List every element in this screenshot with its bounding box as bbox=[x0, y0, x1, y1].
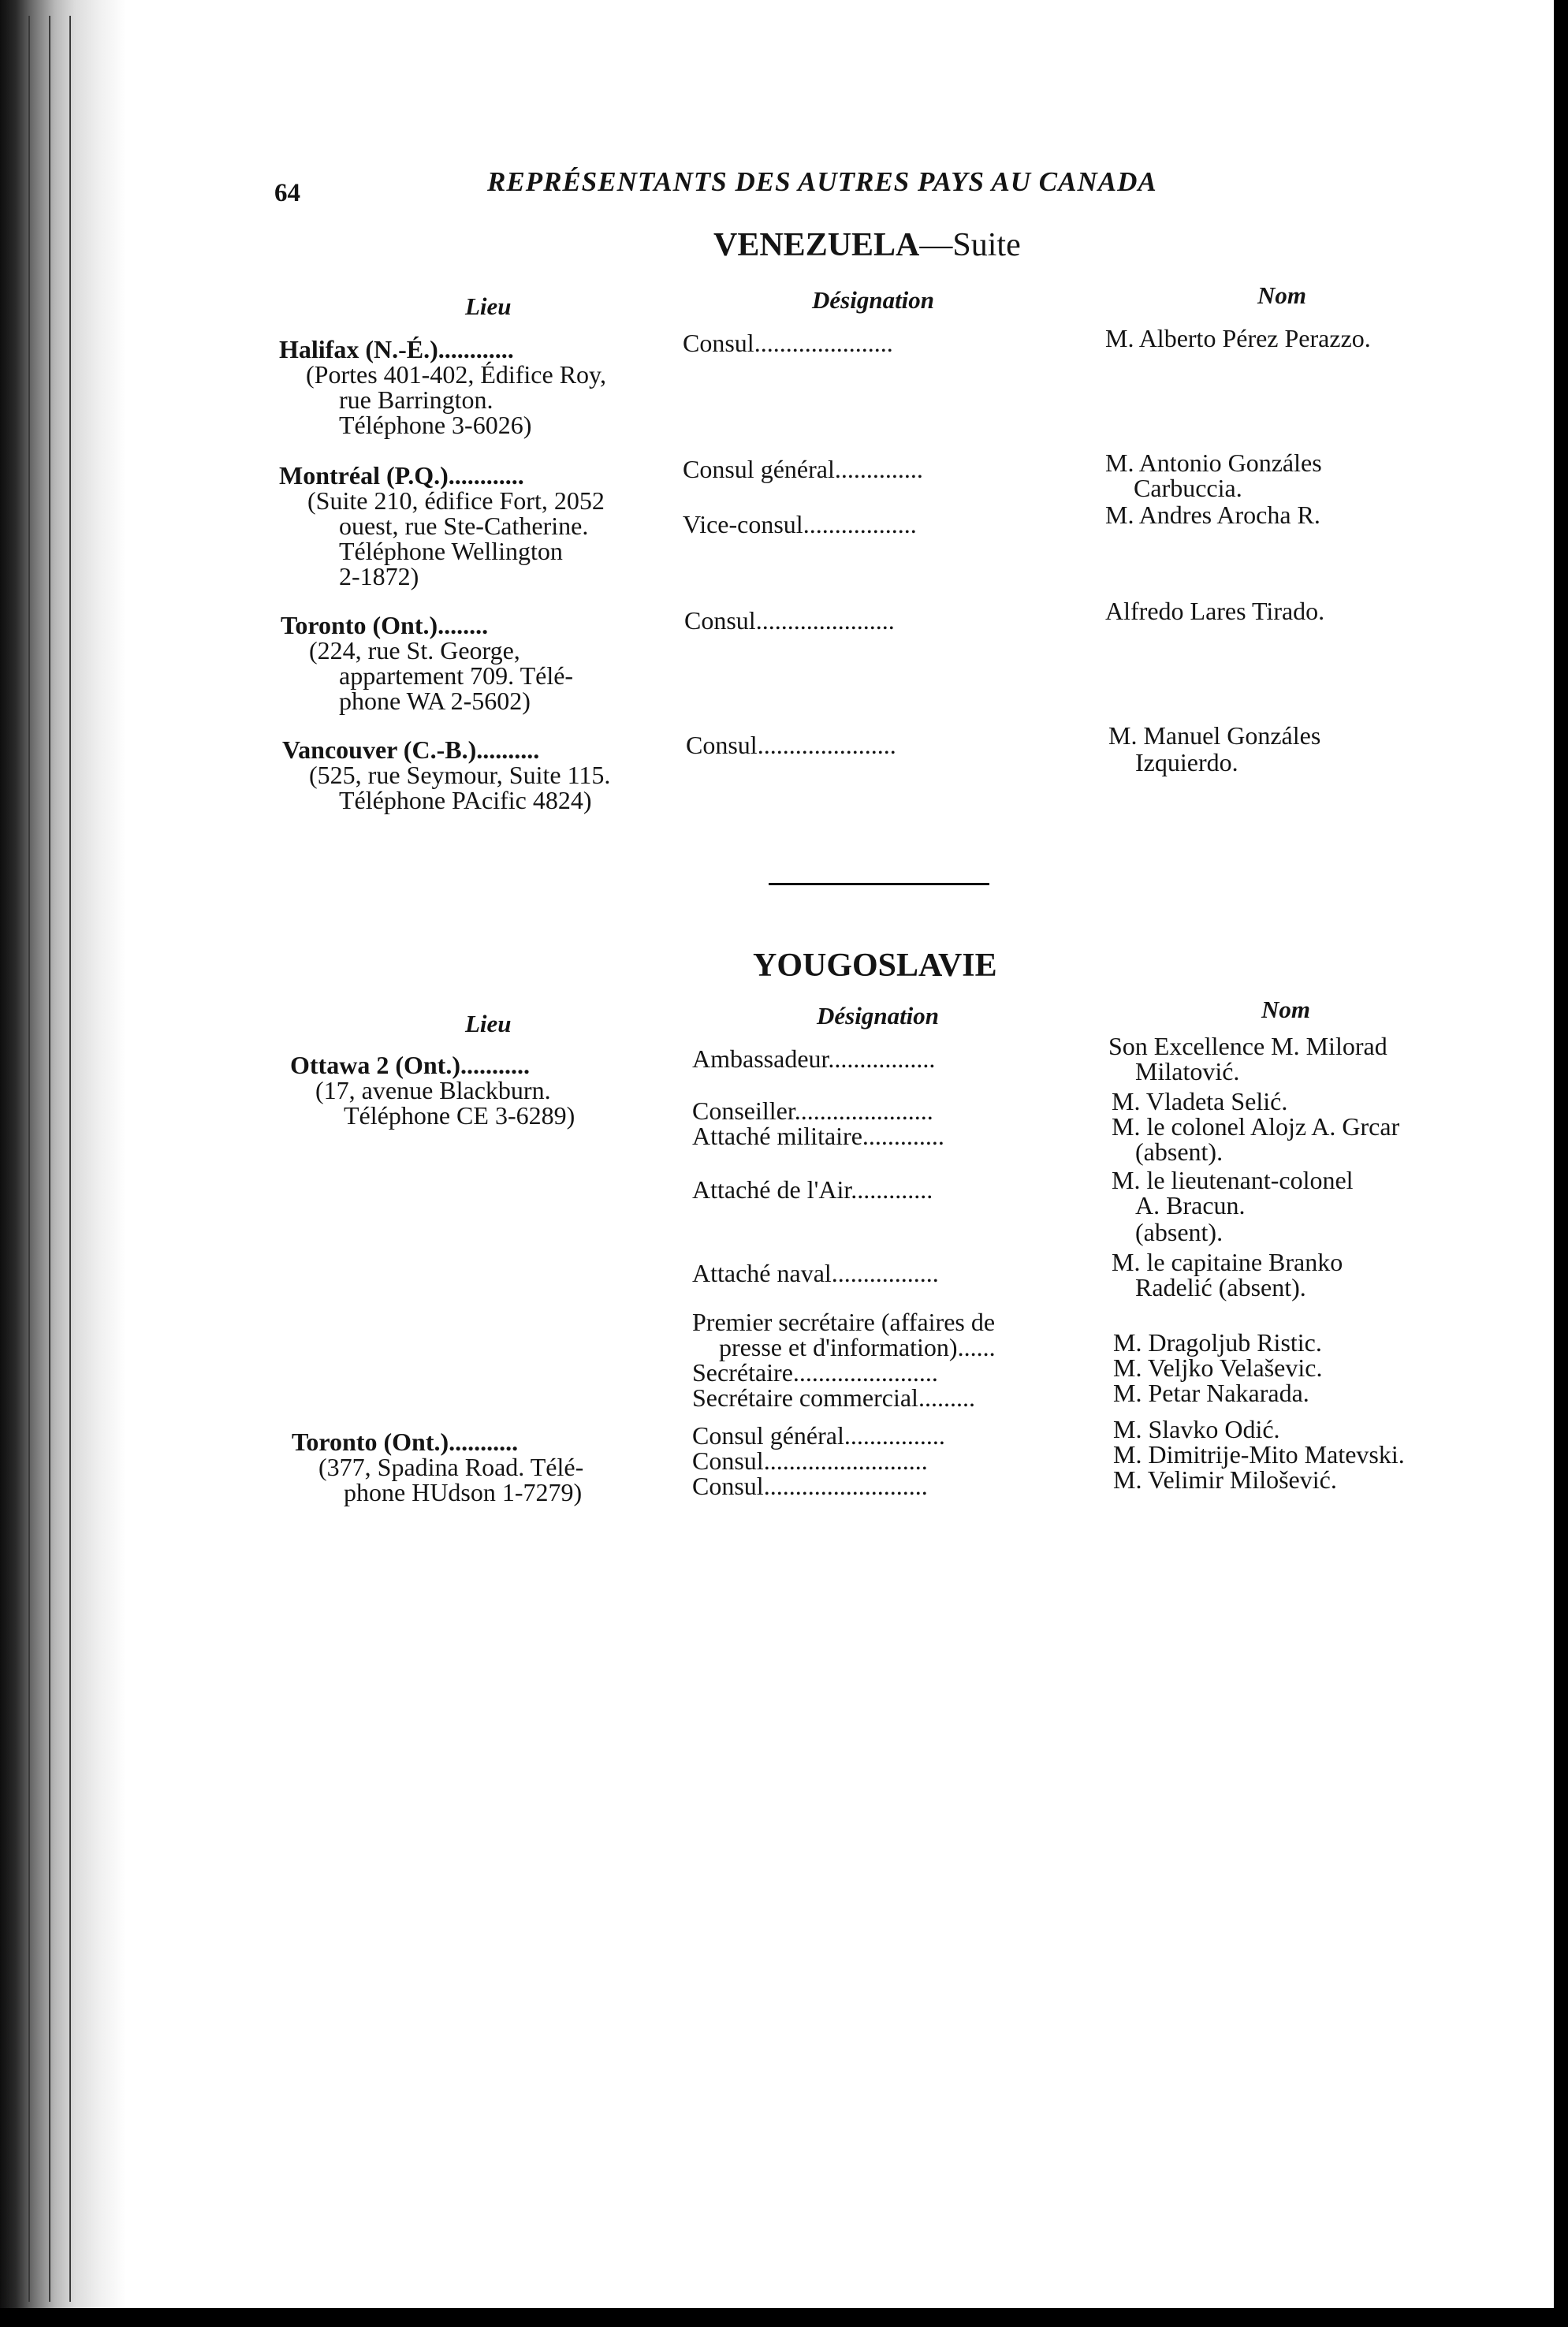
name: M. Manuel Gonzáles bbox=[1108, 721, 1321, 750]
name: M. Antonio Gonzáles bbox=[1105, 449, 1322, 477]
name: Milatović. bbox=[1135, 1057, 1240, 1085]
venezuela-title-suffix: —Suite bbox=[919, 227, 1021, 263]
name: Radelić (absent). bbox=[1135, 1273, 1306, 1301]
location-ottawa: Ottawa 2 (Ont.)........... bbox=[290, 1051, 530, 1079]
address-line: (525, rue Seymour, Suite 115. bbox=[309, 761, 611, 789]
name: Alfredo Lares Tirado. bbox=[1105, 597, 1325, 625]
designation: Premier secrétaire (affaires de bbox=[692, 1308, 996, 1336]
scan-border-bottom bbox=[0, 2308, 1568, 2327]
venezuela-col-nom: Nom bbox=[1257, 281, 1306, 309]
location-toronto-yu: Toronto (Ont.)........... bbox=[292, 1428, 519, 1456]
yougoslavie-title: YOUGOSLAVIE bbox=[753, 948, 997, 984]
designation: Consul.......................... bbox=[692, 1446, 928, 1475]
designation: Attaché de l'Air............. bbox=[692, 1175, 933, 1204]
name: M. Alberto Pérez Perazzo. bbox=[1105, 324, 1371, 352]
name: M. le colonel Alojz A. Grcar bbox=[1112, 1112, 1400, 1141]
name: (absent). bbox=[1135, 1218, 1223, 1246]
address-line: phone HUdson 1-7279) bbox=[344, 1478, 583, 1506]
designation: Consul général................ bbox=[692, 1421, 945, 1450]
designation: Vice-consul.................. bbox=[683, 510, 917, 538]
address-line: ouest, rue Ste-Catherine. bbox=[339, 512, 589, 540]
name: M. Veljko Velaševic. bbox=[1113, 1353, 1323, 1382]
address-line: Téléphone PAcific 4824) bbox=[339, 786, 592, 814]
name: A. Bracun. bbox=[1135, 1191, 1246, 1219]
designation: Secrétaire....................... bbox=[692, 1358, 938, 1387]
address-line: Téléphone CE 3-6289) bbox=[344, 1101, 575, 1130]
name: M. le capitaine Branko bbox=[1112, 1248, 1343, 1276]
address-line: (17, avenue Blackburn. bbox=[315, 1076, 551, 1104]
location-vancouver: Vancouver (C.-B.).......... bbox=[282, 735, 540, 764]
address-line: rue Barrington. bbox=[339, 385, 493, 414]
address-line: 2-1872) bbox=[339, 562, 419, 590]
designation: Consul...................... bbox=[683, 329, 893, 357]
yougoslavie-col-lieu: Lieu bbox=[465, 1010, 512, 1037]
name: M. Petar Nakarada. bbox=[1113, 1379, 1309, 1407]
address-line: (Portes 401-402, Édifice Roy, bbox=[306, 360, 606, 389]
name: Izquierdo. bbox=[1135, 748, 1238, 776]
name: M. Dragoljub Ristic. bbox=[1113, 1328, 1322, 1357]
name: M. Andres Arocha R. bbox=[1105, 501, 1320, 529]
designation: Secrétaire commercial......... bbox=[692, 1383, 975, 1412]
designation: Consul...................... bbox=[686, 731, 896, 759]
venezuela-title-country: VENEZUELA bbox=[713, 227, 920, 263]
address-line: (377, Spadina Road. Télé- bbox=[318, 1453, 584, 1481]
spine-line bbox=[28, 16, 30, 2302]
page-number: 64 bbox=[274, 179, 300, 207]
name: Son Excellence M. Milorad bbox=[1108, 1032, 1387, 1060]
location-montreal: Montréal (P.Q.)............ bbox=[279, 461, 524, 490]
location-halifax: Halifax (N.-É.)............ bbox=[279, 335, 514, 363]
name: M. Slavko Odić. bbox=[1113, 1415, 1280, 1443]
designation: Attaché naval................. bbox=[692, 1259, 939, 1287]
spine-line bbox=[69, 16, 71, 2302]
designation: presse et d'information)...... bbox=[719, 1333, 996, 1361]
name: (absent). bbox=[1135, 1137, 1223, 1166]
address-line: phone WA 2-5602) bbox=[339, 687, 531, 715]
venezuela-col-designation: Désignation bbox=[812, 286, 935, 314]
yougoslavie-col-designation: Désignation bbox=[817, 1002, 940, 1029]
scan-border-right bbox=[1554, 0, 1568, 2327]
designation: Consul.......................... bbox=[692, 1472, 928, 1500]
book-spine-shadow bbox=[0, 0, 142, 2327]
designation: Consul général.............. bbox=[683, 455, 923, 483]
designation: Conseiller...................... bbox=[692, 1096, 933, 1125]
address-line: appartement 709. Télé- bbox=[339, 661, 574, 690]
address-line: (224, rue St. George, bbox=[309, 636, 520, 665]
venezuela-col-lieu: Lieu bbox=[465, 292, 512, 320]
name: M. Dimitrije-Mito Matevski. bbox=[1113, 1440, 1405, 1469]
name: M. Vladeta Selić. bbox=[1112, 1087, 1288, 1115]
yougoslavie-col-nom: Nom bbox=[1261, 996, 1310, 1023]
section-separator bbox=[769, 883, 989, 885]
address-line: Téléphone 3-6026) bbox=[339, 411, 532, 439]
running-title: REPRÉSENTANTS DES AUTRES PAYS AU CANADA bbox=[487, 166, 1157, 197]
designation: Ambassadeur................. bbox=[692, 1044, 936, 1073]
name: M. le lieutenant-colonel bbox=[1112, 1166, 1354, 1194]
name: M. Velimir Milošević. bbox=[1113, 1465, 1337, 1494]
name: Carbuccia. bbox=[1134, 474, 1242, 502]
location-toronto: Toronto (Ont.)........ bbox=[281, 611, 489, 639]
designation: Attaché militaire............. bbox=[692, 1122, 944, 1150]
venezuela-title bbox=[713, 227, 1021, 263]
address-line: Téléphone Wellington bbox=[339, 537, 563, 565]
designation: Consul...................... bbox=[684, 606, 895, 635]
spine-line bbox=[49, 16, 50, 2302]
address-line: (Suite 210, édifice Fort, 2052 bbox=[307, 486, 605, 515]
